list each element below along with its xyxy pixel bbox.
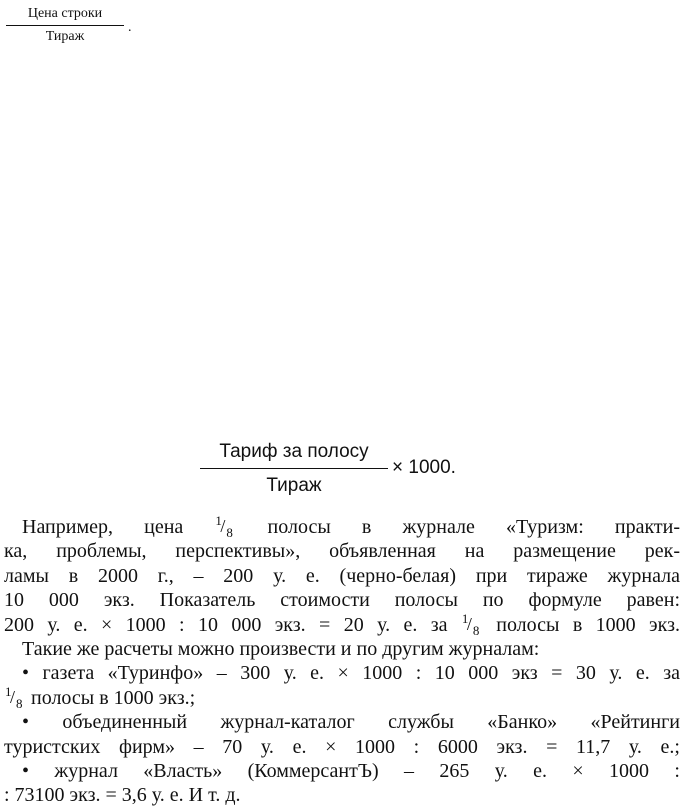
bullet3-line1: • журнал «Власть» (КоммерсантЪ) – 265 у. е. × 1000 : (22, 759, 680, 782)
p1-l5b: полосы в 1000 экз. (482, 613, 680, 636)
formula-numerator: Тариф за полосу (219, 441, 369, 462)
paragraph2-line1: Такие же расчеты можно произвести и по другим журналам: (22, 637, 540, 660)
paragraph1-line5 (4, 610, 680, 638)
bullet2-line1: • объединенный журнал-каталог службы «Банко» «Рейтинги (22, 711, 680, 734)
paragraph1-line1 (4, 515, 680, 539)
bullet3-line2: : 73100 экз. = 3,6 у. е. И т. д. (4, 784, 241, 807)
paragraph1-line2: ка, проблемы, перспективы», объявленная на размещение рек- (4, 540, 680, 563)
p1-l1b: полосы в журнале «Туризм: практи- (236, 516, 681, 538)
b1-l2-text: полосы в 1000 экз.; (26, 686, 196, 709)
fraction-one-eighth: 1 / 8 (5, 683, 23, 711)
cost-formula (200, 440, 500, 498)
fraction-one-eighth: 1 / 8 (215, 513, 233, 540)
bullet2-line2: туристских фирм» – 70 у. е. × 1000 : 6000 экз. = 11,7 у. е.; (4, 735, 680, 758)
top-fraction-numerator: Цена строки (27, 6, 103, 21)
body-text (4, 515, 680, 808)
fraction-one-eighth: 1 / 8 (461, 610, 480, 638)
top-fraction (6, 6, 134, 45)
bullet1-line1: • газета «Туринфо» – 300 у. е. × 1000 : 10 000 экз = 30 у. е. за (22, 662, 680, 685)
formula-denominator: Тираж (266, 475, 322, 496)
bullet1-line2 (4, 683, 680, 711)
paragraph1-line4: 10 000 экз. Показатель стоимости полосы по формуле равен: (4, 589, 680, 612)
p1-l5a: 200 у. е. × 1000 : 10 000 экз. = 20 у. е. за (4, 613, 461, 636)
top-fraction-period: . (128, 20, 132, 35)
p1-l1a: Например, цена (22, 516, 215, 538)
top-fraction-denominator: Тираж (45, 29, 85, 44)
formula-bar (200, 468, 388, 469)
formula-multiplier: × 1000. (392, 457, 456, 478)
paragraph1-line3: ламы в 2000 г., – 200 у. е. (черно-белая) при тираже журнала (4, 564, 680, 587)
